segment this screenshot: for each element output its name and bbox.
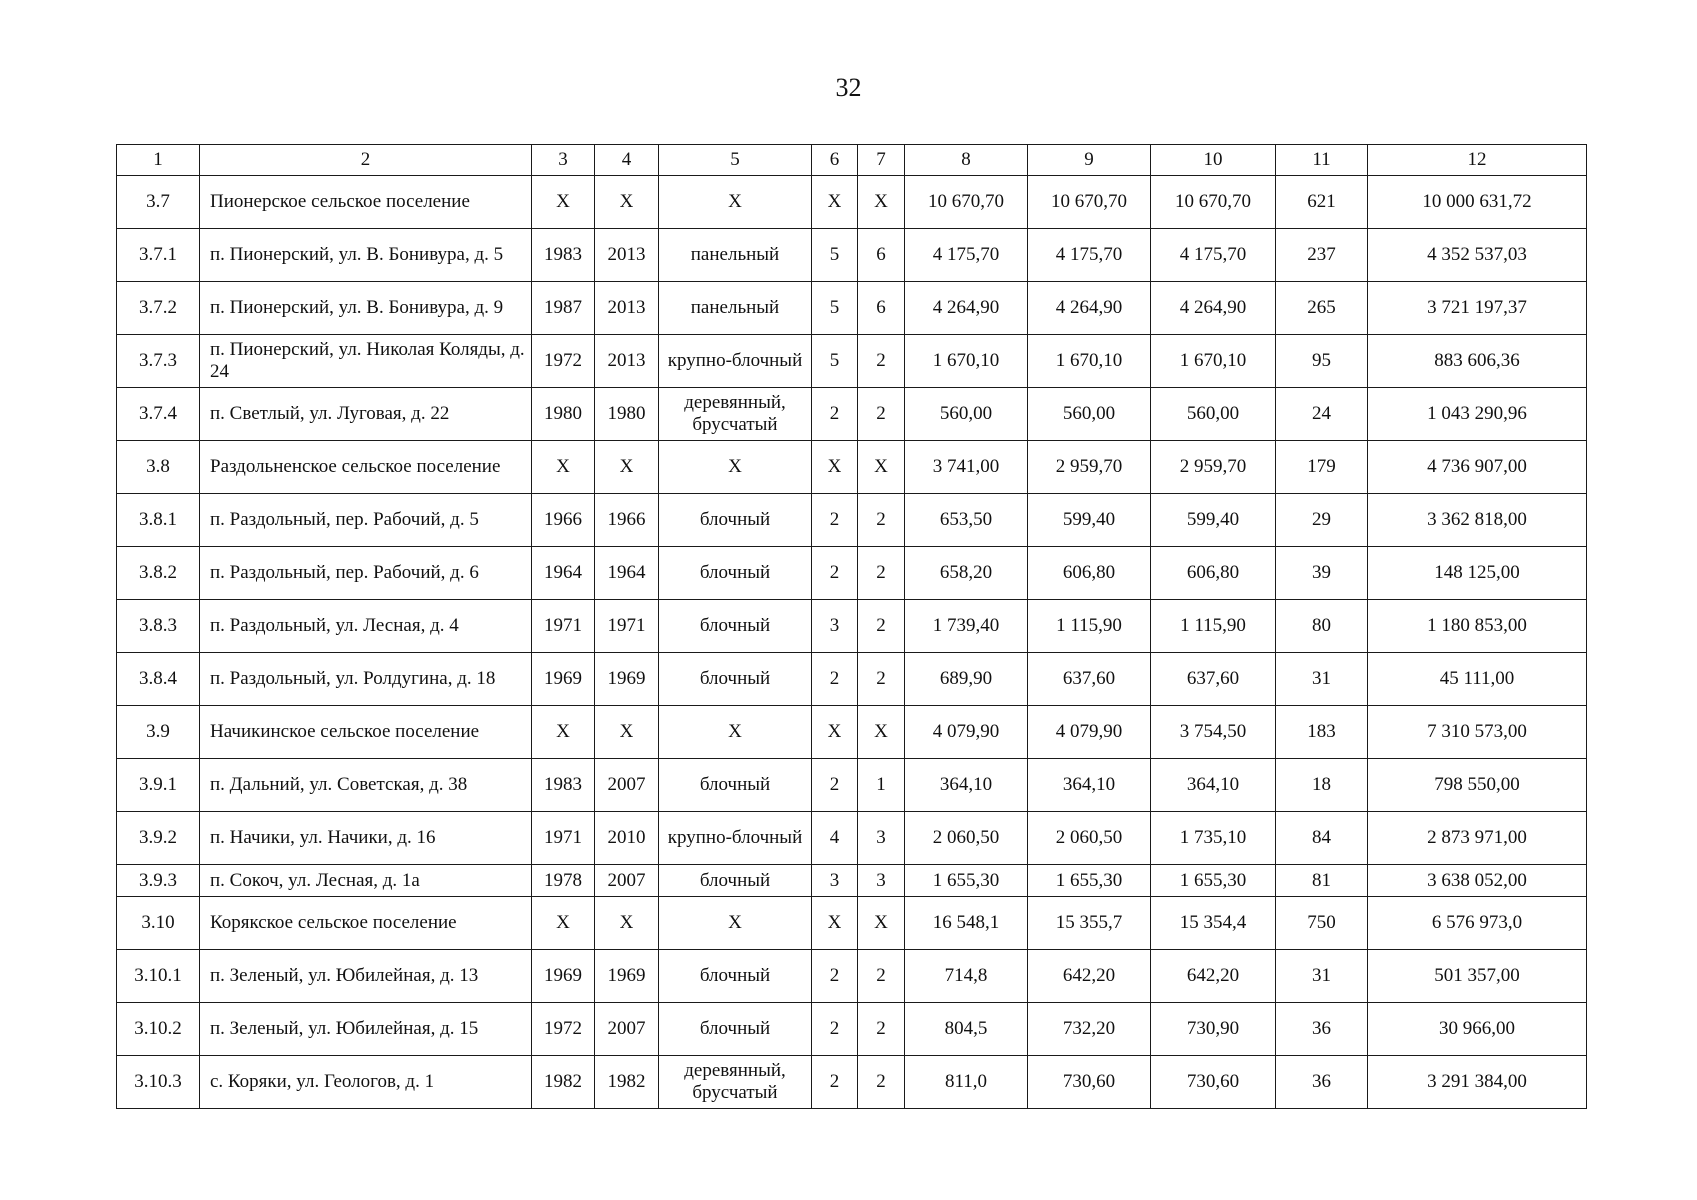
table-row — [117, 653, 1587, 706]
housing-register-table — [116, 144, 1587, 1109]
address-cell: п. Раздольный, пер. Рабочий, д. 5 — [200, 494, 532, 547]
floors-cell: 5 — [812, 229, 858, 282]
cost-cell: 45 111,00 — [1368, 653, 1587, 706]
residents-cell: 179 — [1276, 441, 1368, 494]
year-built-cell: 1964 — [532, 547, 595, 600]
table-row — [117, 176, 1587, 229]
address-cell: Раздольненское сельское поселение — [200, 441, 532, 494]
residential-area-cell: 637,60 — [1028, 653, 1151, 706]
year-built-cell: 1983 — [532, 229, 595, 282]
column-number-row — [117, 145, 1587, 176]
address-cell: п. Пионерский, ул. Николая Коляды, д. 24 — [200, 335, 532, 388]
year-commissioned-cell: 2010 — [595, 812, 659, 865]
residential-area-cell: 1 670,10 — [1028, 335, 1151, 388]
entrances-cell: 2 — [858, 494, 905, 547]
year-commissioned-cell: 2013 — [595, 229, 659, 282]
total-area-cell: 2 060,50 — [905, 812, 1028, 865]
residential-area-cell: 15 355,7 — [1028, 897, 1151, 950]
column-header: 9 — [1028, 145, 1151, 176]
entrances-cell: 2 — [858, 547, 905, 600]
entrances-cell: 3 — [858, 812, 905, 865]
premises-area-cell: 1 115,90 — [1151, 600, 1276, 653]
total-area-cell: 4 175,70 — [905, 229, 1028, 282]
cost-cell: 798 550,00 — [1368, 759, 1587, 812]
total-area-cell: 3 741,00 — [905, 441, 1028, 494]
wall-material-cell: деревянный, брусчатый — [659, 388, 812, 441]
cost-cell: 148 125,00 — [1368, 547, 1587, 600]
year-built-cell: 1972 — [532, 1003, 595, 1056]
premises-area-cell: 730,60 — [1151, 1056, 1276, 1109]
entrances-cell: 2 — [858, 653, 905, 706]
residential-area-cell: 642,20 — [1028, 950, 1151, 1003]
table-row — [117, 897, 1587, 950]
year-built-cell: 1987 — [532, 282, 595, 335]
address-cell: Пионерское сельское поселение — [200, 176, 532, 229]
total-area-cell: 811,0 — [905, 1056, 1028, 1109]
address-cell: с. Коряки, ул. Геологов, д. 1 — [200, 1056, 532, 1109]
entrances-cell: 2 — [858, 388, 905, 441]
year-commissioned-cell: 1969 — [595, 653, 659, 706]
wall-material-cell: деревянный, брусчатый — [659, 1056, 812, 1109]
column-header: 1 — [117, 145, 200, 176]
residential-area-cell: 1 655,30 — [1028, 865, 1151, 897]
year-built-cell: 1982 — [532, 1056, 595, 1109]
residents-cell: 84 — [1276, 812, 1368, 865]
year-commissioned-cell: Х — [595, 897, 659, 950]
address-cell: п. Зеленый, ул. Юбилейная, д. 15 — [200, 1003, 532, 1056]
address-cell: п. Дальний, ул. Советская, д. 38 — [200, 759, 532, 812]
floors-cell: 2 — [812, 547, 858, 600]
total-area-cell: 804,5 — [905, 1003, 1028, 1056]
row-number-cell: 3.8 — [117, 441, 200, 494]
cost-cell: 1 043 290,96 — [1368, 388, 1587, 441]
table-row — [117, 494, 1587, 547]
row-number-cell: 3.10 — [117, 897, 200, 950]
column-header: 8 — [905, 145, 1028, 176]
wall-material-cell: блочный — [659, 653, 812, 706]
cost-cell: 4 736 907,00 — [1368, 441, 1587, 494]
year-built-cell: Х — [532, 441, 595, 494]
total-area-cell: 560,00 — [905, 388, 1028, 441]
wall-material-cell: крупно-блочный — [659, 812, 812, 865]
address-cell: п. Светлый, ул. Луговая, д. 22 — [200, 388, 532, 441]
floors-cell: Х — [812, 441, 858, 494]
table-body — [117, 176, 1587, 1109]
address-cell: п. Раздольный, пер. Рабочий, д. 6 — [200, 547, 532, 600]
floors-cell: 5 — [812, 282, 858, 335]
year-commissioned-cell: 1971 — [595, 600, 659, 653]
floors-cell: 2 — [812, 653, 858, 706]
address-cell: п. Зеленый, ул. Юбилейная, д. 13 — [200, 950, 532, 1003]
residents-cell: 36 — [1276, 1056, 1368, 1109]
residents-cell: 29 — [1276, 494, 1368, 547]
premises-area-cell: 560,00 — [1151, 388, 1276, 441]
year-built-cell: 1969 — [532, 950, 595, 1003]
floors-cell: Х — [812, 897, 858, 950]
year-commissioned-cell: 1980 — [595, 388, 659, 441]
address-cell: п. Пионерский, ул. В. Бонивура, д. 5 — [200, 229, 532, 282]
premises-area-cell: 4 264,90 — [1151, 282, 1276, 335]
address-cell: Корякское сельское поселение — [200, 897, 532, 950]
premises-area-cell: 1 670,10 — [1151, 335, 1276, 388]
floors-cell: 3 — [812, 865, 858, 897]
cost-cell: 10 000 631,72 — [1368, 176, 1587, 229]
row-number-cell: 3.10.1 — [117, 950, 200, 1003]
residents-cell: 183 — [1276, 706, 1368, 759]
table-row — [117, 812, 1587, 865]
year-built-cell: Х — [532, 897, 595, 950]
residential-area-cell: 4 175,70 — [1028, 229, 1151, 282]
address-cell: п. Пионерский, ул. В. Бонивура, д. 9 — [200, 282, 532, 335]
address-cell: Начикинское сельское поселение — [200, 706, 532, 759]
entrances-cell: Х — [858, 897, 905, 950]
wall-material-cell: Х — [659, 176, 812, 229]
entrances-cell: 3 — [858, 865, 905, 897]
floors-cell: Х — [812, 706, 858, 759]
table-row — [117, 282, 1587, 335]
row-number-cell: 3.9.1 — [117, 759, 200, 812]
wall-material-cell: блочный — [659, 547, 812, 600]
year-commissioned-cell: 1982 — [595, 1056, 659, 1109]
cost-cell: 501 357,00 — [1368, 950, 1587, 1003]
row-number-cell: 3.8.2 — [117, 547, 200, 600]
entrances-cell: 6 — [858, 282, 905, 335]
wall-material-cell: блочный — [659, 759, 812, 812]
row-number-cell: 3.8.4 — [117, 653, 200, 706]
page-number: 32 — [835, 73, 862, 102]
cost-cell: 1 180 853,00 — [1368, 600, 1587, 653]
cost-cell: 2 873 971,00 — [1368, 812, 1587, 865]
row-number-cell: 3.9.2 — [117, 812, 200, 865]
column-header: 12 — [1368, 145, 1587, 176]
column-header: 6 — [812, 145, 858, 176]
entrances-cell: Х — [858, 706, 905, 759]
floors-cell: 2 — [812, 494, 858, 547]
residents-cell: 237 — [1276, 229, 1368, 282]
residential-area-cell: 599,40 — [1028, 494, 1151, 547]
wall-material-cell: блочный — [659, 600, 812, 653]
wall-material-cell: блочный — [659, 865, 812, 897]
year-commissioned-cell: 2007 — [595, 759, 659, 812]
year-built-cell: Х — [532, 176, 595, 229]
residents-cell: 95 — [1276, 335, 1368, 388]
year-commissioned-cell: 1964 — [595, 547, 659, 600]
table-row — [117, 547, 1587, 600]
year-commissioned-cell: 2013 — [595, 335, 659, 388]
entrances-cell: 6 — [858, 229, 905, 282]
residents-cell: 621 — [1276, 176, 1368, 229]
entrances-cell: Х — [858, 176, 905, 229]
column-header: 3 — [532, 145, 595, 176]
cost-cell: 7 310 573,00 — [1368, 706, 1587, 759]
premises-area-cell: 2 959,70 — [1151, 441, 1276, 494]
floors-cell: 5 — [812, 335, 858, 388]
premises-area-cell: 3 754,50 — [1151, 706, 1276, 759]
wall-material-cell: Х — [659, 706, 812, 759]
column-header: 2 — [200, 145, 532, 176]
cost-cell: 4 352 537,03 — [1368, 229, 1587, 282]
premises-area-cell: 364,10 — [1151, 759, 1276, 812]
residential-area-cell: 4 264,90 — [1028, 282, 1151, 335]
year-commissioned-cell: 2007 — [595, 1003, 659, 1056]
total-area-cell: 714,8 — [905, 950, 1028, 1003]
year-built-cell: 1971 — [532, 600, 595, 653]
wall-material-cell: панельный — [659, 282, 812, 335]
column-header: 11 — [1276, 145, 1368, 176]
row-number-cell: 3.7.1 — [117, 229, 200, 282]
cost-cell: 30 966,00 — [1368, 1003, 1587, 1056]
residential-area-cell: 10 670,70 — [1028, 176, 1151, 229]
floors-cell: 2 — [812, 759, 858, 812]
wall-material-cell: блочный — [659, 494, 812, 547]
total-area-cell: 1 670,10 — [905, 335, 1028, 388]
column-header: 7 — [858, 145, 905, 176]
year-commissioned-cell: Х — [595, 706, 659, 759]
premises-area-cell: 1 655,30 — [1151, 865, 1276, 897]
residents-cell: 31 — [1276, 950, 1368, 1003]
year-built-cell: 1969 — [532, 653, 595, 706]
table-row — [117, 706, 1587, 759]
residential-area-cell: 732,20 — [1028, 1003, 1151, 1056]
row-number-cell: 3.8.3 — [117, 600, 200, 653]
entrances-cell: 2 — [858, 1056, 905, 1109]
year-built-cell: 1980 — [532, 388, 595, 441]
total-area-cell: 658,20 — [905, 547, 1028, 600]
table-row — [117, 865, 1587, 897]
floors-cell: 3 — [812, 600, 858, 653]
floors-cell: 2 — [812, 1003, 858, 1056]
residents-cell: 24 — [1276, 388, 1368, 441]
residents-cell: 750 — [1276, 897, 1368, 950]
total-area-cell: 10 670,70 — [905, 176, 1028, 229]
premises-area-cell: 1 735,10 — [1151, 812, 1276, 865]
year-commissioned-cell: 2007 — [595, 865, 659, 897]
residents-cell: 18 — [1276, 759, 1368, 812]
cost-cell: 3 362 818,00 — [1368, 494, 1587, 547]
address-cell: п. Сокоч, ул. Лесная, д. 1а — [200, 865, 532, 897]
total-area-cell: 689,90 — [905, 653, 1028, 706]
column-header: 10 — [1151, 145, 1276, 176]
wall-material-cell: панельный — [659, 229, 812, 282]
premises-area-cell: 15 354,4 — [1151, 897, 1276, 950]
row-number-cell: 3.10.2 — [117, 1003, 200, 1056]
year-built-cell: 1972 — [532, 335, 595, 388]
residential-area-cell: 4 079,90 — [1028, 706, 1151, 759]
premises-area-cell: 10 670,70 — [1151, 176, 1276, 229]
year-built-cell: 1971 — [532, 812, 595, 865]
year-commissioned-cell: 1966 — [595, 494, 659, 547]
residential-area-cell: 364,10 — [1028, 759, 1151, 812]
column-header: 5 — [659, 145, 812, 176]
wall-material-cell: блочный — [659, 1003, 812, 1056]
floors-cell: 4 — [812, 812, 858, 865]
table-row — [117, 950, 1587, 1003]
residential-area-cell: 730,60 — [1028, 1056, 1151, 1109]
column-header: 4 — [595, 145, 659, 176]
year-built-cell: 1983 — [532, 759, 595, 812]
wall-material-cell: Х — [659, 897, 812, 950]
premises-area-cell: 642,20 — [1151, 950, 1276, 1003]
address-cell: п. Начики, ул. Начики, д. 16 — [200, 812, 532, 865]
wall-material-cell: крупно-блочный — [659, 335, 812, 388]
address-cell: п. Раздольный, ул. Ролдугина, д. 18 — [200, 653, 532, 706]
residents-cell: 36 — [1276, 1003, 1368, 1056]
premises-area-cell: 730,90 — [1151, 1003, 1276, 1056]
row-number-cell: 3.7 — [117, 176, 200, 229]
wall-material-cell: блочный — [659, 950, 812, 1003]
total-area-cell: 653,50 — [905, 494, 1028, 547]
floors-cell: 2 — [812, 1056, 858, 1109]
table-row — [117, 229, 1587, 282]
entrances-cell: 2 — [858, 1003, 905, 1056]
floors-cell: 2 — [812, 388, 858, 441]
row-number-cell: 3.9 — [117, 706, 200, 759]
premises-area-cell: 599,40 — [1151, 494, 1276, 547]
table-row — [117, 759, 1587, 812]
year-commissioned-cell: Х — [595, 441, 659, 494]
year-commissioned-cell: 1969 — [595, 950, 659, 1003]
residents-cell: 265 — [1276, 282, 1368, 335]
entrances-cell: 2 — [858, 950, 905, 1003]
residential-area-cell: 1 115,90 — [1028, 600, 1151, 653]
row-number-cell: 3.10.3 — [117, 1056, 200, 1109]
total-area-cell: 4 079,90 — [905, 706, 1028, 759]
premises-area-cell: 606,80 — [1151, 547, 1276, 600]
floors-cell: Х — [812, 176, 858, 229]
table-row — [117, 600, 1587, 653]
total-area-cell: 1 739,40 — [905, 600, 1028, 653]
floors-cell: 2 — [812, 950, 858, 1003]
cost-cell: 883 606,36 — [1368, 335, 1587, 388]
year-built-cell: 1978 — [532, 865, 595, 897]
table-row — [117, 441, 1587, 494]
residential-area-cell: 2 959,70 — [1028, 441, 1151, 494]
cost-cell: 6 576 973,0 — [1368, 897, 1587, 950]
residential-area-cell: 2 060,50 — [1028, 812, 1151, 865]
entrances-cell: 2 — [858, 335, 905, 388]
row-number-cell: 3.7.4 — [117, 388, 200, 441]
table-row — [117, 1003, 1587, 1056]
cost-cell: 3 721 197,37 — [1368, 282, 1587, 335]
year-built-cell: 1966 — [532, 494, 595, 547]
row-number-cell: 3.7.2 — [117, 282, 200, 335]
residents-cell: 81 — [1276, 865, 1368, 897]
residential-area-cell: 606,80 — [1028, 547, 1151, 600]
residential-area-cell: 560,00 — [1028, 388, 1151, 441]
total-area-cell: 16 548,1 — [905, 897, 1028, 950]
row-number-cell: 3.9.3 — [117, 865, 200, 897]
year-commissioned-cell: 2013 — [595, 282, 659, 335]
entrances-cell: 1 — [858, 759, 905, 812]
address-cell: п. Раздольный, ул. Лесная, д. 4 — [200, 600, 532, 653]
residents-cell: 31 — [1276, 653, 1368, 706]
entrances-cell: Х — [858, 441, 905, 494]
residents-cell: 39 — [1276, 547, 1368, 600]
row-number-cell: 3.8.1 — [117, 494, 200, 547]
residents-cell: 80 — [1276, 600, 1368, 653]
table-row — [117, 1056, 1587, 1109]
wall-material-cell: Х — [659, 441, 812, 494]
table-row — [117, 388, 1587, 441]
table-row — [117, 335, 1587, 388]
cost-cell: 3 291 384,00 — [1368, 1056, 1587, 1109]
cost-cell: 3 638 052,00 — [1368, 865, 1587, 897]
year-commissioned-cell: Х — [595, 176, 659, 229]
total-area-cell: 364,10 — [905, 759, 1028, 812]
total-area-cell: 4 264,90 — [905, 282, 1028, 335]
total-area-cell: 1 655,30 — [905, 865, 1028, 897]
year-built-cell: Х — [532, 706, 595, 759]
premises-area-cell: 637,60 — [1151, 653, 1276, 706]
row-number-cell: 3.7.3 — [117, 335, 200, 388]
entrances-cell: 2 — [858, 600, 905, 653]
premises-area-cell: 4 175,70 — [1151, 229, 1276, 282]
